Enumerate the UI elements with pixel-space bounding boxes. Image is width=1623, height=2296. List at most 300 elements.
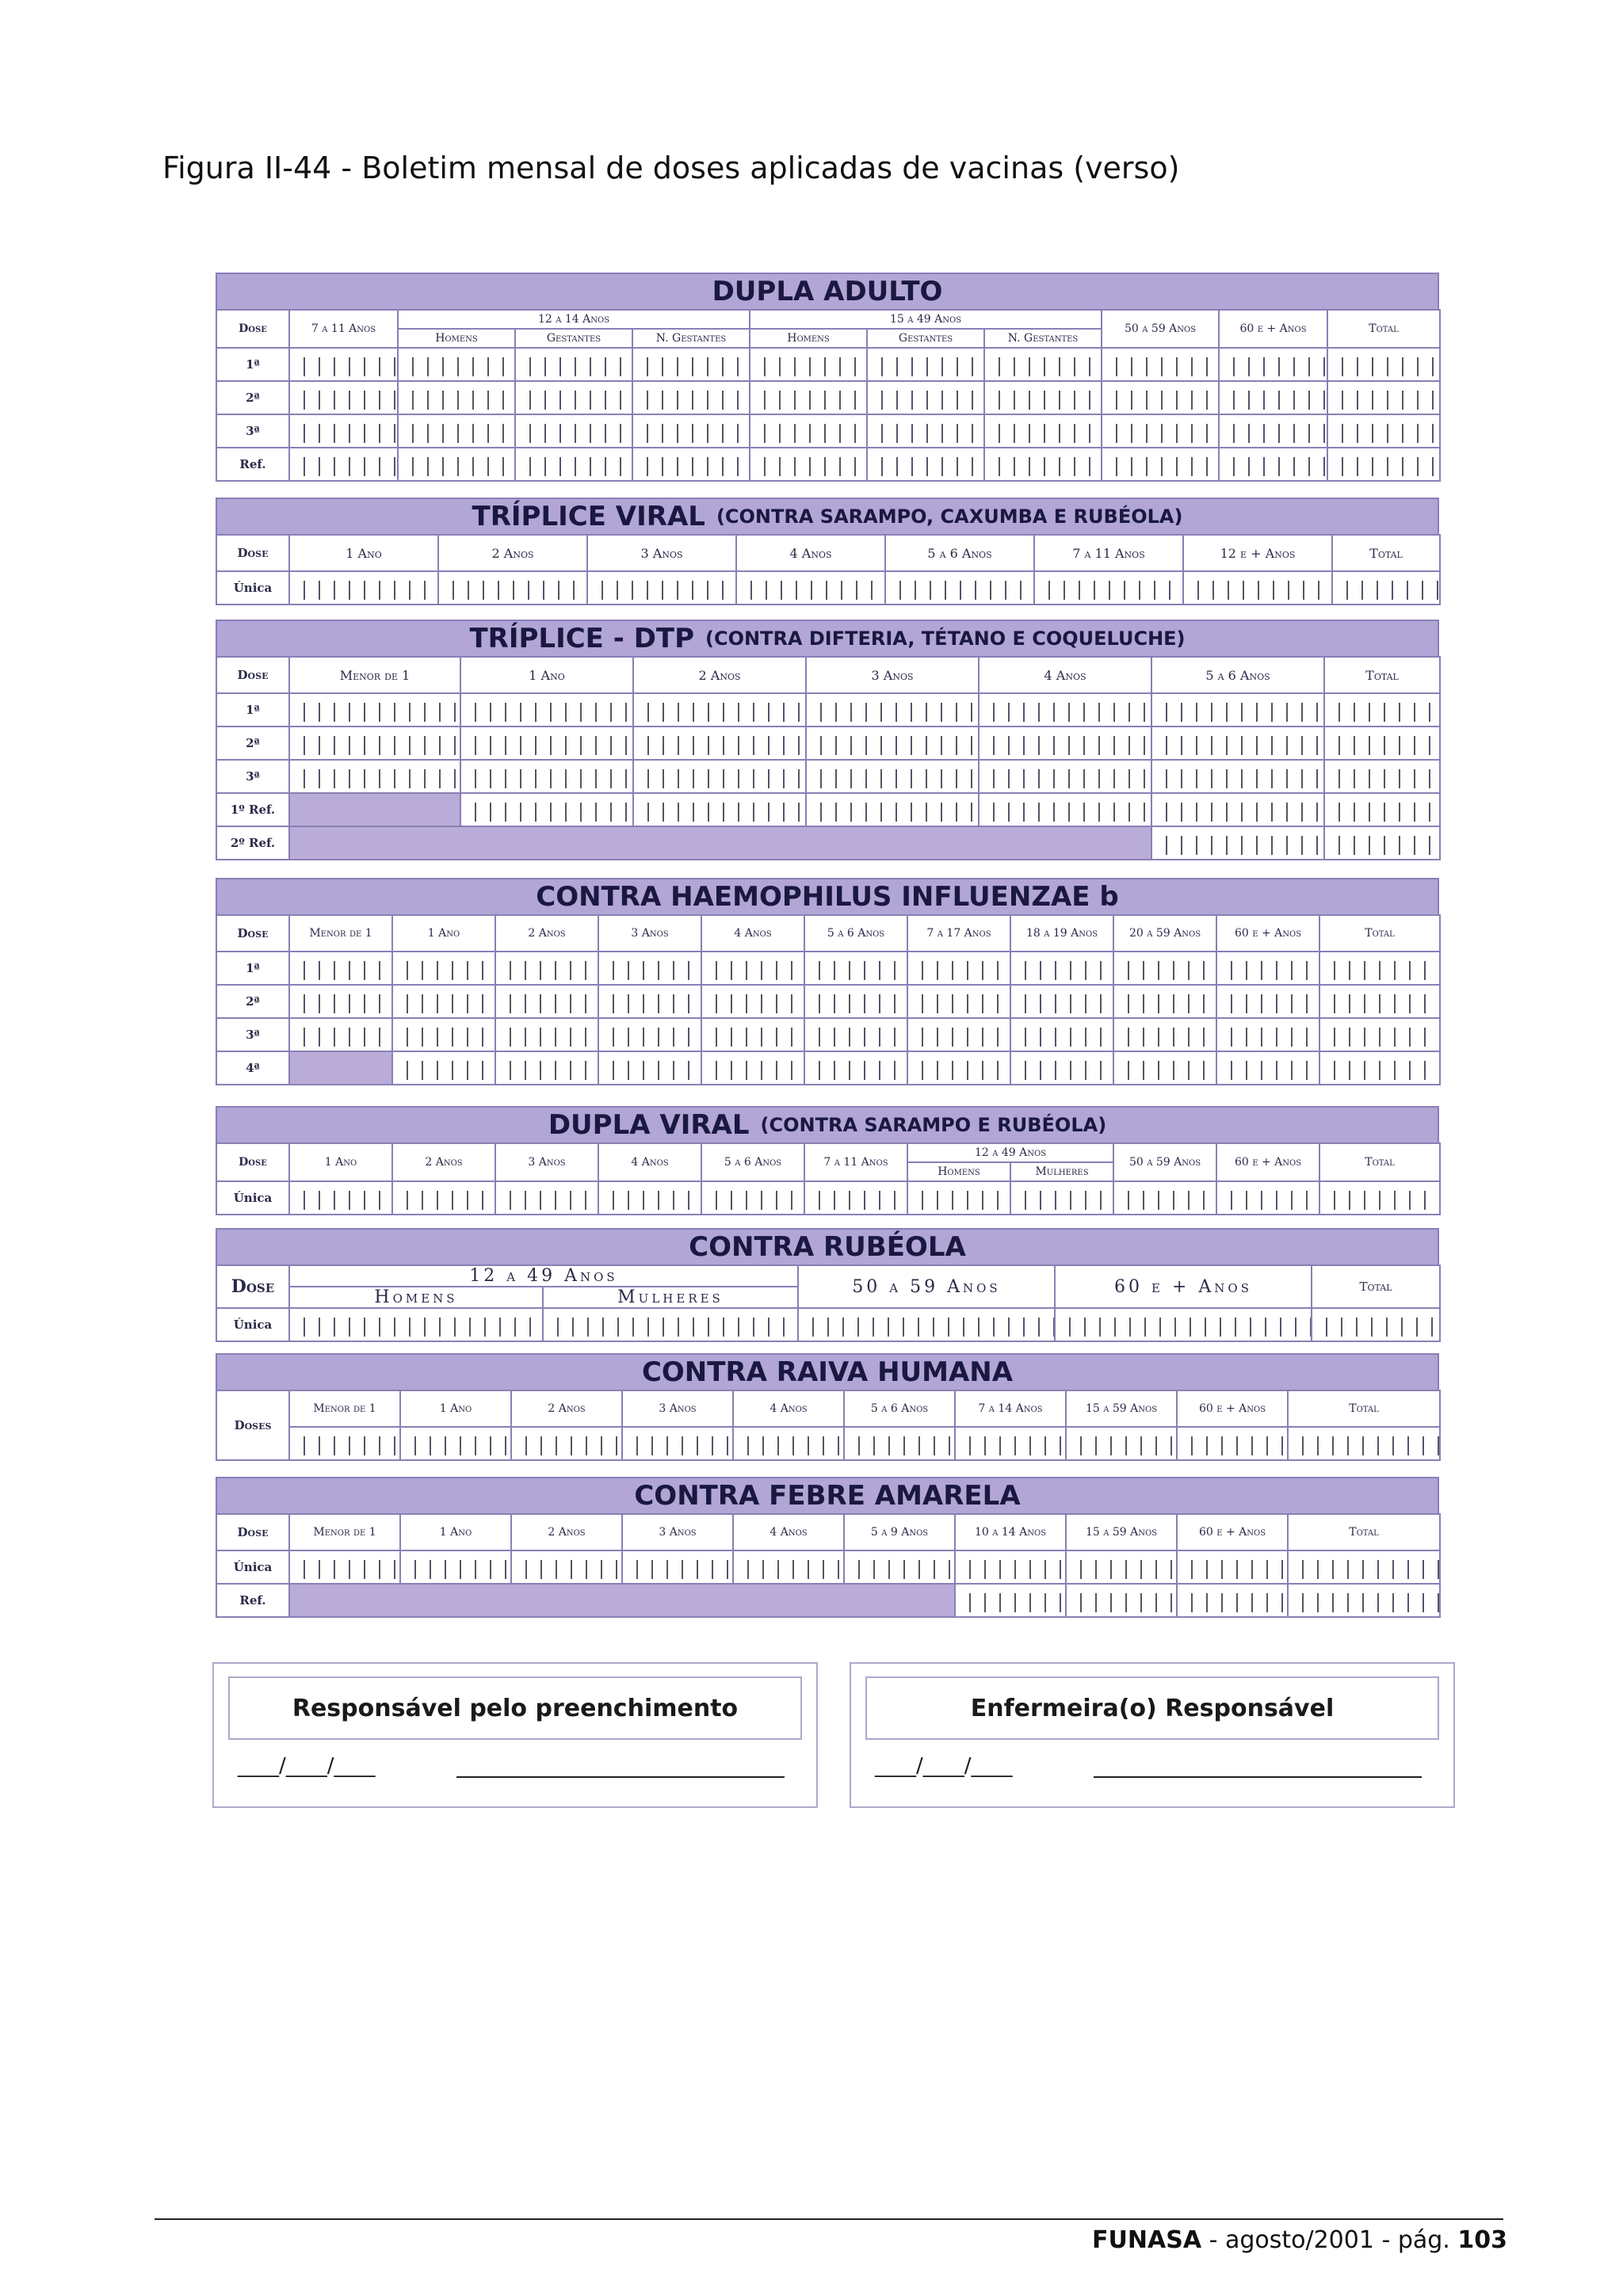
- tally-cell[interactable]: [1010, 985, 1113, 1018]
- tally-cell[interactable]: [400, 1550, 511, 1584]
- tally-cell[interactable]: [1288, 1550, 1440, 1584]
- col-header: 18 a 19 Anos: [1010, 915, 1113, 952]
- tally-cell[interactable]: [1319, 985, 1440, 1018]
- dose-row: [216, 1308, 1440, 1341]
- col-header: 2 Anos: [495, 915, 598, 952]
- col-header: 3 Anos: [598, 915, 701, 952]
- row-label: 3ª: [216, 760, 289, 793]
- tally-cell[interactable]: [1324, 693, 1440, 727]
- row-label: Ref.: [216, 448, 289, 481]
- tally-cell[interactable]: [289, 952, 392, 985]
- tally-cell[interactable]: [1113, 1181, 1216, 1215]
- col-header: Total: [1319, 1143, 1440, 1181]
- col-header: 5 a 6 Anos: [844, 1390, 955, 1427]
- dose-header: Dose: [216, 1143, 289, 1181]
- row-label: 2ª: [216, 381, 289, 414]
- section-dupla-adulto: [216, 273, 1439, 482]
- section-title: DUPLA VIRAL (CONTRA SARAMPO E RUBÉOLA): [216, 1106, 1439, 1142]
- tally-cell[interactable]: [750, 448, 867, 481]
- tally-cell[interactable]: [907, 985, 1010, 1018]
- tally-cell[interactable]: [1034, 571, 1183, 605]
- col-header: 3 Anos: [806, 657, 979, 693]
- tally-cell[interactable]: [955, 1584, 1066, 1617]
- tally-cell[interactable]: [750, 414, 867, 448]
- tally-cell[interactable]: [392, 1018, 495, 1051]
- col-header: 4 Anos: [733, 1390, 844, 1427]
- dose-row: [216, 760, 1440, 793]
- tally-cell[interactable]: [907, 1181, 1010, 1215]
- tally-cell[interactable]: [392, 952, 495, 985]
- col-header: 5 a 6 Anos: [804, 915, 907, 952]
- col-header: 4 Anos: [733, 1514, 844, 1550]
- section-title: CONTRA RAIVA HUMANA: [216, 1353, 1439, 1390]
- tally-cell[interactable]: [1219, 448, 1327, 481]
- col-header: 2 Anos: [392, 1143, 495, 1181]
- tally-cell[interactable]: [1216, 1051, 1319, 1085]
- col-header: 20 a 59 Anos: [1113, 915, 1216, 952]
- col-header: 4 Anos: [979, 657, 1151, 693]
- tally-cell[interactable]: [984, 381, 1102, 414]
- tally-cell[interactable]: [1010, 1018, 1113, 1051]
- section-title: CONTRA RUBÉOLA: [216, 1228, 1439, 1264]
- tally-cell[interactable]: [1288, 1584, 1440, 1617]
- tally-cell[interactable]: [1216, 952, 1319, 985]
- col-header: Menor de 1: [289, 657, 460, 693]
- row-label: 1ª: [216, 693, 289, 727]
- col-header: Menor de 1: [289, 915, 392, 952]
- section-febre-amarela: [216, 1477, 1439, 1618]
- tally-cell[interactable]: [289, 1427, 400, 1460]
- tally-cell[interactable]: [392, 1051, 495, 1085]
- section-title: CONTRA HAEMOPHILUS INFLUENZAE b: [216, 878, 1439, 914]
- tally-cell[interactable]: [1219, 348, 1327, 381]
- footer-divider: [155, 2218, 1503, 2220]
- row-label: Única: [216, 1308, 289, 1341]
- tally-cell[interactable]: [289, 348, 398, 381]
- signature-line[interactable]: [1094, 1753, 1422, 1778]
- tally-cell[interactable]: [733, 1427, 844, 1460]
- dose-header: Dose: [216, 535, 289, 571]
- tally-cell[interactable]: [806, 760, 979, 793]
- tally-cell[interactable]: [701, 1051, 804, 1085]
- col-header: 15 a 59 Anos: [1066, 1390, 1177, 1427]
- footer-org: FUNASA: [1092, 2226, 1202, 2254]
- col-header: 3 Anos: [587, 535, 736, 571]
- dose-row: [216, 1550, 1440, 1584]
- page-number: 103: [1457, 2226, 1507, 2254]
- col-subheader: Gestantes: [867, 329, 984, 348]
- signature-line[interactable]: [456, 1753, 785, 1778]
- signature-box-filler: [212, 1662, 818, 1808]
- tally-cell[interactable]: [806, 793, 979, 826]
- dose-row: [216, 1584, 1440, 1617]
- col-header: Total: [1324, 657, 1440, 693]
- tally-cell[interactable]: [495, 985, 598, 1018]
- tally-cell[interactable]: [289, 414, 398, 448]
- tally-cell[interactable]: [289, 760, 460, 793]
- col-header: 2 Anos: [511, 1514, 622, 1550]
- tally-cell[interactable]: [460, 760, 633, 793]
- tally-cell[interactable]: [1055, 1308, 1312, 1341]
- dose-row: [216, 414, 1440, 448]
- tally-cell[interactable]: [1327, 381, 1440, 414]
- col-header: 5 a 9 Anos: [844, 1514, 955, 1550]
- tally-cell[interactable]: [289, 1308, 543, 1341]
- tally-cell[interactable]: [1102, 381, 1219, 414]
- tally-cell[interactable]: [460, 793, 633, 826]
- col-header: Total: [1288, 1390, 1440, 1427]
- tally-cell[interactable]: [633, 760, 806, 793]
- tally-cell[interactable]: [733, 1550, 844, 1584]
- col-header: Total: [1319, 915, 1440, 952]
- tally-cell[interactable]: [804, 1051, 907, 1085]
- dose-row: [216, 952, 1440, 985]
- page-footer: [1092, 2226, 1507, 2254]
- row-label: 3ª: [216, 414, 289, 448]
- section-triplice-dtp: [216, 620, 1439, 860]
- tally-cell[interactable]: [543, 1308, 798, 1341]
- row-label: Única: [216, 1181, 289, 1215]
- section-title: TRÍPLICE VIRAL (CONTRA SARAMPO, CAXUMBA E RUBÉOLA): [216, 498, 1439, 534]
- row-label: 4ª: [216, 1051, 289, 1085]
- col-header: 7 a 11 Anos: [804, 1143, 907, 1181]
- tally-cell[interactable]: [1312, 1308, 1440, 1341]
- dose-row: [216, 826, 1440, 860]
- tally-cell[interactable]: [1324, 826, 1440, 860]
- tally-cell[interactable]: [632, 348, 750, 381]
- tally-cell[interactable]: [632, 381, 750, 414]
- tally-cell[interactable]: [515, 348, 632, 381]
- tally-cell[interactable]: [1151, 826, 1324, 860]
- date-field[interactable]: ____/____/____: [238, 1754, 376, 1778]
- col-header: 4 Anos: [701, 915, 804, 952]
- signature-label: Responsável pelo preenchimento: [228, 1676, 802, 1740]
- col-subheader: Homens: [907, 1162, 1010, 1181]
- tally-cell[interactable]: [1332, 571, 1440, 605]
- tally-cell[interactable]: [1324, 727, 1440, 760]
- tally-cell[interactable]: [907, 952, 1010, 985]
- tally-cell[interactable]: [1327, 348, 1440, 381]
- dose-header: Dose: [216, 310, 289, 348]
- col-subheader: Gestantes: [515, 329, 632, 348]
- dose-row: [216, 1181, 1440, 1215]
- tally-cell[interactable]: [1327, 414, 1440, 448]
- col-header: 7 a 11 Anos: [289, 310, 398, 348]
- tally-cell[interactable]: [1113, 985, 1216, 1018]
- tally-cell[interactable]: [701, 985, 804, 1018]
- tally-cell[interactable]: [1151, 760, 1324, 793]
- tally-cell[interactable]: [515, 381, 632, 414]
- dose-row: [216, 381, 1440, 414]
- shaded-cell: [289, 1584, 955, 1617]
- signature-label: Enfermeira(o) Responsável: [865, 1676, 1439, 1740]
- tally-cell[interactable]: [400, 1427, 511, 1460]
- tally-cell[interactable]: [1219, 414, 1327, 448]
- row-label: 2ª: [216, 727, 289, 760]
- tally-cell[interactable]: [1288, 1427, 1440, 1460]
- tally-cell[interactable]: [1151, 693, 1324, 727]
- col-header: 3 Anos: [495, 1143, 598, 1181]
- tally-cell[interactable]: [701, 952, 804, 985]
- col-header: 4 Anos: [736, 535, 885, 571]
- tally-cell[interactable]: [289, 693, 460, 727]
- tally-cell[interactable]: [750, 348, 867, 381]
- tally-cell[interactable]: [1183, 571, 1332, 605]
- tally-cell[interactable]: [979, 727, 1151, 760]
- tally-cell[interactable]: [1216, 1181, 1319, 1215]
- col-header: Total: [1327, 310, 1440, 348]
- figure-title: Figura II-44 - Boletim mensal de doses aplicadas de vacinas (verso): [162, 151, 1180, 185]
- tally-cell[interactable]: [511, 1427, 622, 1460]
- col-header: 3 Anos: [622, 1390, 733, 1427]
- col-header: 50 a 59 Anos: [1102, 310, 1219, 348]
- tally-cell[interactable]: [289, 1018, 392, 1051]
- dose-row: [216, 348, 1440, 381]
- tally-cell[interactable]: [804, 1018, 907, 1051]
- section-title: CONTRA FEBRE AMARELA: [216, 1477, 1439, 1513]
- tally-cell[interactable]: [1319, 952, 1440, 985]
- tally-cell[interactable]: [885, 571, 1034, 605]
- tally-cell[interactable]: [804, 1181, 907, 1215]
- tally-cell[interactable]: [1216, 985, 1319, 1018]
- col-header: 1 Ano: [289, 1143, 392, 1181]
- tally-cell[interactable]: [867, 381, 984, 414]
- tally-cell[interactable]: [587, 571, 736, 605]
- col-group-header: 12 a 49 Anos: [907, 1143, 1113, 1162]
- col-subheader: Mulheres: [543, 1287, 798, 1308]
- tally-cell[interactable]: [844, 1550, 955, 1584]
- tally-cell[interactable]: [633, 793, 806, 826]
- tally-cell[interactable]: [806, 693, 979, 727]
- col-header: 2 Anos: [633, 657, 806, 693]
- col-header: 7 a 14 Anos: [955, 1390, 1066, 1427]
- section-title: TRÍPLICE - DTP (CONTRA DIFTERIA, TÉTANO E COQUELUCHE): [216, 620, 1439, 656]
- col-group-header: 15 a 49 Anos: [750, 310, 1102, 329]
- col-header: 5 a 6 Anos: [885, 535, 1034, 571]
- tally-cell[interactable]: [598, 1181, 701, 1215]
- col-header: Total: [1332, 535, 1440, 571]
- tally-cell[interactable]: [392, 985, 495, 1018]
- tally-cell[interactable]: [1319, 1181, 1440, 1215]
- tally-cell[interactable]: [632, 414, 750, 448]
- col-header: 7 a 17 Anos: [907, 915, 1010, 952]
- col-header: 5 a 6 Anos: [1151, 657, 1324, 693]
- tally-cell[interactable]: [495, 1181, 598, 1215]
- dose-row: [216, 727, 1440, 760]
- tally-cell[interactable]: [289, 571, 438, 605]
- col-subheader: Homens: [398, 329, 515, 348]
- row-label: 3ª: [216, 1018, 289, 1051]
- tally-cell[interactable]: [398, 414, 515, 448]
- tally-cell[interactable]: [598, 985, 701, 1018]
- tally-cell[interactable]: [1010, 952, 1113, 985]
- tally-cell[interactable]: [804, 985, 907, 1018]
- col-header: 60 e + Anos: [1216, 1143, 1319, 1181]
- section-haemophilus: [216, 878, 1439, 1085]
- col-group-header: 12 a 14 Anos: [398, 310, 750, 329]
- tally-cell[interactable]: [515, 414, 632, 448]
- tally-cell[interactable]: [495, 952, 598, 985]
- tally-cell[interactable]: [798, 1308, 1055, 1341]
- tally-cell[interactable]: [1324, 760, 1440, 793]
- tally-cell[interactable]: [1177, 1584, 1288, 1617]
- tally-cell[interactable]: [750, 381, 867, 414]
- tally-cell[interactable]: [460, 727, 633, 760]
- tally-cell[interactable]: [1010, 1051, 1113, 1085]
- dose-row: [216, 1018, 1440, 1051]
- tally-cell[interactable]: [515, 448, 632, 481]
- dose-header: Dose: [216, 657, 289, 693]
- tally-cell[interactable]: [701, 1181, 804, 1215]
- section-dupla-viral: [216, 1106, 1439, 1215]
- tally-cell[interactable]: [1177, 1550, 1288, 1584]
- shaded-cell: [289, 793, 460, 826]
- tally-cell[interactable]: [392, 1181, 495, 1215]
- col-header: 50 a 59 Anos: [1113, 1143, 1216, 1181]
- dose-row: [216, 1051, 1440, 1085]
- tally-cell[interactable]: [289, 381, 398, 414]
- col-header: 1 Ano: [460, 657, 633, 693]
- tally-cell[interactable]: [1066, 1550, 1177, 1584]
- tally-cell[interactable]: [495, 1051, 598, 1085]
- col-header: 3 Anos: [622, 1514, 733, 1550]
- tally-cell[interactable]: [979, 693, 1151, 727]
- tally-cell[interactable]: [511, 1550, 622, 1584]
- signature-box-nurse: [850, 1662, 1455, 1808]
- col-header: 5 a 6 Anos: [701, 1143, 804, 1181]
- dose-header: Doses: [216, 1390, 289, 1460]
- tally-cell[interactable]: [867, 448, 984, 481]
- dose-row: [216, 693, 1440, 727]
- tally-cell[interactable]: [289, 985, 392, 1018]
- tally-cell[interactable]: [844, 1427, 955, 1460]
- tally-cell[interactable]: [1177, 1427, 1288, 1460]
- tally-cell[interactable]: [622, 1427, 733, 1460]
- col-group-header: 12 a 49 Anos: [289, 1265, 798, 1287]
- tally-cell[interactable]: [984, 448, 1102, 481]
- dose-header: Dose: [216, 915, 289, 952]
- row-label: 1ª: [216, 348, 289, 381]
- col-subheader: Mulheres: [1010, 1162, 1113, 1181]
- tally-cell[interactable]: [1066, 1427, 1177, 1460]
- tally-cell[interactable]: [289, 1181, 392, 1215]
- shaded-cell: [289, 826, 1151, 860]
- tally-cell[interactable]: [1327, 448, 1440, 481]
- tally-cell[interactable]: [289, 727, 460, 760]
- tally-cell[interactable]: [598, 1051, 701, 1085]
- dose-row: [216, 793, 1440, 826]
- col-header: Total: [1312, 1265, 1440, 1308]
- tally-cell[interactable]: [907, 1018, 1010, 1051]
- col-subheader: N. Gestantes: [984, 329, 1102, 348]
- tally-cell[interactable]: [398, 381, 515, 414]
- dose-row: [216, 448, 1440, 481]
- tally-cell[interactable]: [1113, 952, 1216, 985]
- col-header: 60 e + Anos: [1219, 310, 1327, 348]
- tally-cell[interactable]: [1216, 1018, 1319, 1051]
- tally-cell[interactable]: [1102, 448, 1219, 481]
- footer-date: - agosto/2001 - pág.: [1201, 2226, 1458, 2254]
- col-header: 1 Ano: [400, 1514, 511, 1550]
- tally-cell[interactable]: [979, 793, 1151, 826]
- tally-cell[interactable]: [984, 348, 1102, 381]
- col-header: 50 a 59 Anos: [798, 1265, 1055, 1308]
- dose-row: [216, 571, 1440, 605]
- tally-cell[interactable]: [289, 448, 398, 481]
- tally-cell[interactable]: [289, 1550, 400, 1584]
- tally-cell[interactable]: [598, 1018, 701, 1051]
- section-title: DUPLA ADULTO: [216, 273, 1439, 309]
- date-field[interactable]: ____/____/____: [875, 1754, 1013, 1778]
- row-label: 2º Ref.: [216, 826, 289, 860]
- tally-cell[interactable]: [1219, 381, 1327, 414]
- dose-header: Dose: [216, 1265, 289, 1308]
- col-header: 7 a 11 Anos: [1034, 535, 1183, 571]
- section-triplice-viral: [216, 498, 1439, 605]
- tally-cell[interactable]: [1151, 727, 1324, 760]
- section-raiva: [216, 1353, 1439, 1461]
- col-header: 1 Ano: [400, 1390, 511, 1427]
- tally-cell[interactable]: [598, 952, 701, 985]
- tally-cell[interactable]: [438, 571, 587, 605]
- tally-cell[interactable]: [1102, 348, 1219, 381]
- tally-cell[interactable]: [495, 1018, 598, 1051]
- tally-cell[interactable]: [804, 952, 907, 985]
- tally-cell[interactable]: [632, 448, 750, 481]
- tally-cell[interactable]: [955, 1550, 1066, 1584]
- col-header: Total: [1288, 1514, 1440, 1550]
- tally-cell[interactable]: [806, 727, 979, 760]
- tally-cell[interactable]: [1102, 414, 1219, 448]
- tally-cell[interactable]: [398, 448, 515, 481]
- col-subheader: Homens: [289, 1287, 543, 1308]
- tally-cell[interactable]: [460, 693, 633, 727]
- tally-cell[interactable]: [907, 1051, 1010, 1085]
- tally-cell[interactable]: [1151, 793, 1324, 826]
- dose-row: [216, 985, 1440, 1018]
- tally-cell[interactable]: [1324, 793, 1440, 826]
- col-subheader: N. Gestantes: [632, 329, 750, 348]
- tally-cell[interactable]: [979, 760, 1151, 793]
- tally-cell[interactable]: [622, 1550, 733, 1584]
- col-header: 2 Anos: [511, 1390, 622, 1427]
- tally-cell[interactable]: [867, 348, 984, 381]
- col-header: Menor de 1: [289, 1390, 400, 1427]
- col-header: 60 e + Anos: [1177, 1514, 1288, 1550]
- tally-cell[interactable]: [867, 414, 984, 448]
- tally-cell[interactable]: [701, 1018, 804, 1051]
- section-rubeola: [216, 1228, 1439, 1342]
- col-header: 60 e + Anos: [1055, 1265, 1312, 1308]
- col-header: 15 a 59 Anos: [1066, 1514, 1177, 1550]
- tally-cell[interactable]: [1319, 1051, 1440, 1085]
- tally-cell[interactable]: [1319, 1018, 1440, 1051]
- tally-cell[interactable]: [1113, 1018, 1216, 1051]
- col-header: 4 Anos: [598, 1143, 701, 1181]
- tally-cell[interactable]: [633, 727, 806, 760]
- tally-cell[interactable]: [955, 1427, 1066, 1460]
- row-label: 1º Ref.: [216, 793, 289, 826]
- tally-cell[interactable]: [984, 414, 1102, 448]
- tally-cell[interactable]: [736, 571, 885, 605]
- tally-cell[interactable]: [1066, 1584, 1177, 1617]
- col-header: 1 Ano: [289, 535, 438, 571]
- tally-cell[interactable]: [1113, 1051, 1216, 1085]
- tally-cell[interactable]: [1010, 1181, 1113, 1215]
- tally-cell[interactable]: [633, 693, 806, 727]
- tally-cell[interactable]: [398, 348, 515, 381]
- row-label: 2ª: [216, 985, 289, 1018]
